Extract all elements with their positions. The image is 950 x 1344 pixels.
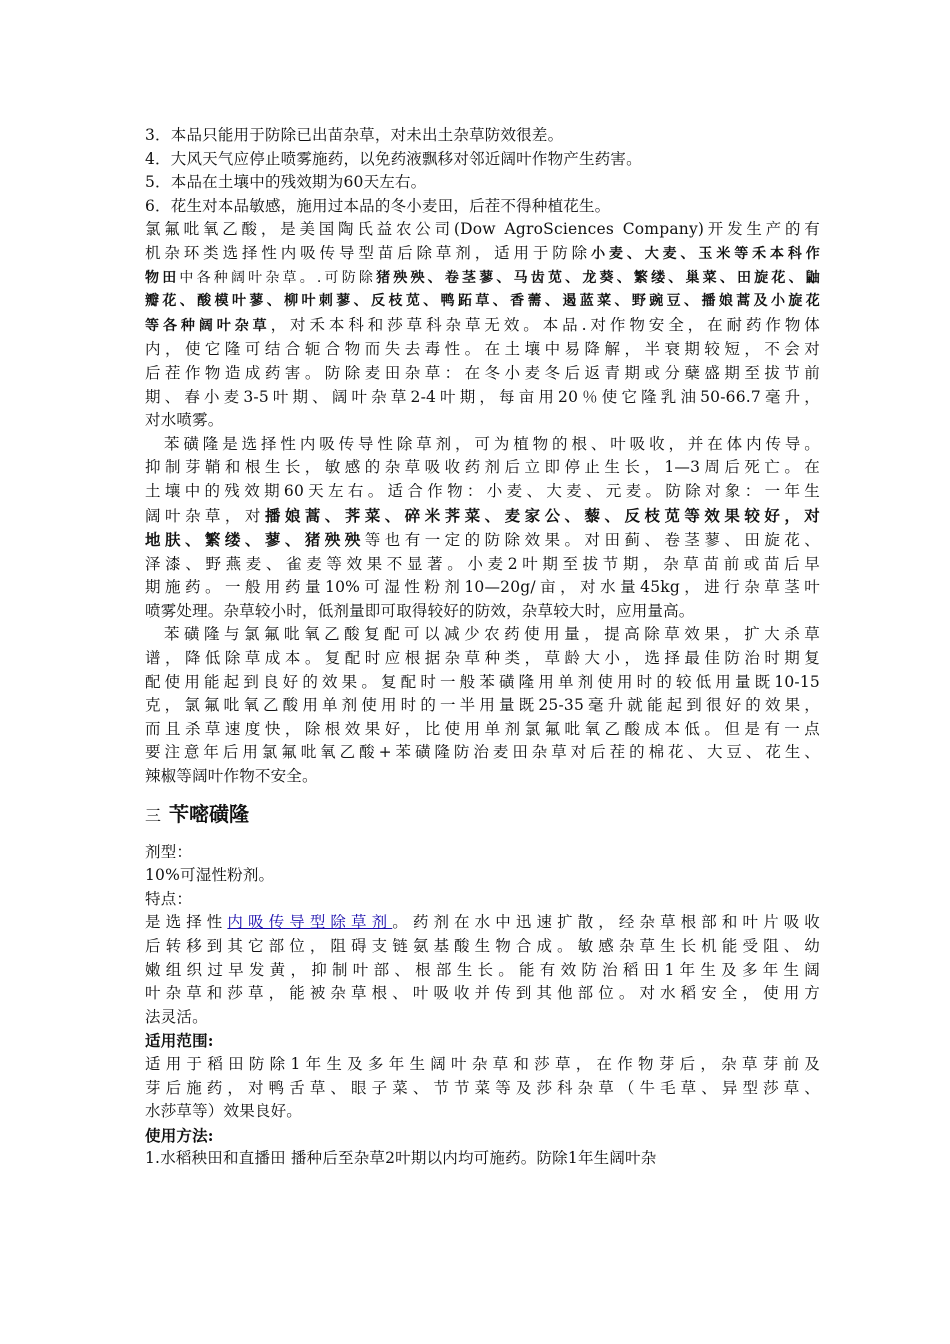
text-span: 机杂环类选择性内吸传导型苗后除草剂，适用于防除 [145,243,592,262]
list-item: 6．花生对本品敏感，施用过本品的冬小麦田，后茬不得种植花生。 [145,196,611,215]
text-span: 。药剂在水中迅速扩散，经杂草根部和叶片吸收 [392,913,820,932]
text-line: 氯氟吡氧乙酸，是美国陶氏益农公司(Dow AgroSciences Company)开发生产的有 [145,220,820,239]
text-line: 抑制芽鞘和根生长，敏感的杂草吸收药剂后立即停止生长，1—3周后死亡。在 [145,458,820,477]
weed-list: 播娘蒿、荠菜、碎米荠菜、麦家公、藜、反枝苋等效果较好，对 [264,505,820,525]
weed-list: 猪殃殃、卷茎蓼、马齿苋、龙葵、繁缕、巢菜、田旋花、鼬 [376,269,821,286]
section-number: 三 [145,805,162,825]
text-line [145,314,820,339]
text-line: 1.水稻秧田和直播田 播种后至杂草2叶期以内均可施药。防除1年生阔叶杂 [145,1149,657,1168]
text-line: 适用于稻田防除1年生及多年生阔叶杂草和莎草，在作物芽后，杂草芽前及 [145,1054,820,1073]
text-line [145,267,820,291]
text-span: 是选择性 [145,913,228,932]
scope-block [145,1029,820,1123]
text-line: 配使用能起到良好的效果。复配时一般苯磺隆用单剂使用时的较低用量既10-15 [145,672,820,691]
text-span: 中各种阔叶杂草。.可防除 [179,269,377,286]
text-line [145,504,820,529]
text-line [145,242,820,267]
precautions-list [145,124,820,218]
text-span: 阔叶杂草，对 [145,506,265,525]
text-line: 期施药。一般用药量10%可湿性粉剂10—20g/亩，对水量45kg，进行杂草茎叶 [145,578,820,597]
formulation-label: 剂型： [145,842,193,861]
text-line: 法灵活。 [145,1007,208,1026]
text-line: 土壤中的残效期60天左右。适合作物：小麦、大麦、元麦。防除对象：一年生 [145,481,820,500]
weed-list: 瓣花、酸模叶蓼、柳叶刺蓼、反枝苋、鸭跖草、香薷、遏蓝菜、野豌豆、播娘蒿及小旋花 [145,293,820,310]
text-line: 而且杀草速度快，除根效果好，比使用单剂氯氟吡氧乙酸成本低。但是有一点 [145,719,820,738]
text-line: 后转移到其它部位，阻碍支链氨基酸生物合成。敏感杂草生长机能受阻、幼 [145,937,820,955]
text-line: 谱，降低除草成本。复配时应根据杂草种类，草龄大小，选择最佳防治时期复 [145,649,820,668]
list-item: 3．本品只能用于防除已出苗杂草，对未出土杂草防效很差。 [145,126,564,144]
herbicide-link[interactable]: 内吸传导型除草剂 [227,913,393,932]
formulation-block [145,841,820,888]
text-line: 嫩组织过早发黄，抑制叶部、根部生长。能有效防治稻田1年生及多年生阔 [145,960,820,979]
text-line: 喷雾处理。杂草较小时，低剂量即可取得较好的防效，杂草较大时，应用量高。 [145,601,695,620]
text-line: 要注意年后用氯氟吡氧乙酸+苯磺隆防治麦田杂草对后茬的棉花、大豆、花生、 [145,743,820,762]
paragraph-tribenuron [145,433,820,624]
weed-list: 等各种阔叶杂草 [145,317,271,334]
text-line: 芽后施药，对鸭舌草、眼子菜、节节菜等及莎科杂草（牛毛草、异型莎草、 [145,1078,820,1097]
text-line: 期、春小麦3-5叶期、阔叶杂草2-4叶期，每亩用20％使它隆乳油50-66.7毫升， [145,387,820,406]
list-item: 4．大风天气应停止喷雾施药，以免药液飘移对邻近阔叶作物产生药害。 [145,149,642,168]
formulation-value: 10%可湿性粉剂。 [145,866,275,885]
paragraph-fluroxypyr [145,218,820,432]
text-line: 对水喷雾。 [145,411,224,430]
features-label: 特点： [145,889,193,908]
text-line: 水莎草等）效果良好。 [145,1102,303,1121]
text-line: 后茬作物造成药害。防除麦田杂草：在冬小麦冬后返青期或分蘖盛期至拔节前 [145,363,820,382]
text-line: 克，氯氟吡氧乙酸用单剂使用时的一半用量既25-35毫升就能起到很好的效果， [145,696,820,715]
weed-list: 地肤、繁缕、蓼、猪殃殃 [145,530,365,550]
paragraph-mixture [145,623,820,788]
text-line: 泽漆、野燕麦、雀麦等效果不显著。小麦2叶期至拔节期，杂草苗前或苗后早 [145,554,820,573]
usage-block [145,1124,820,1171]
text-line: 内，使它隆可结合轭合物而失去毒性。在土壤中易降解，半衰期较短，不会对 [145,340,820,359]
text-line [145,528,820,553]
text-line: 苯磺隆是选择性内吸传导性除草剂，可为植物的根、叶吸收，并在体内传导。 [164,434,820,453]
text-span: ，对禾本科和莎草科杂草无效。本品.对作物安全，在耐药作物体 [270,315,820,334]
text-span: 等也有一定的防除效果。对田蓟、卷茎蓼、田旋花、 [364,531,820,550]
section-heading [145,797,820,833]
features-block [145,888,820,1030]
scope-label: 适用范围: [145,1031,214,1051]
text-line [145,911,820,935]
text-line: 叶杂草和莎草，能被杂草根、叶吸收并传到其他部位。对水稻安全，使用方 [145,984,820,1003]
crop-list: 小麦、大麦、玉米等禾本科作 [591,245,820,262]
text-line: 苯磺隆与氯氟吡氧乙酸复配可以减少农药使用量，提高除草效果，扩大杀草 [164,625,820,644]
usage-label: 使用方法: [145,1125,214,1145]
text-line: 辣椒等阔叶作物不安全。 [145,767,318,786]
section-title: 苄嘧磺隆 [169,801,250,826]
crop-list: 物田 [145,269,180,286]
list-item: 5．本品在土壤中的残效期为60天左右。 [145,173,427,192]
